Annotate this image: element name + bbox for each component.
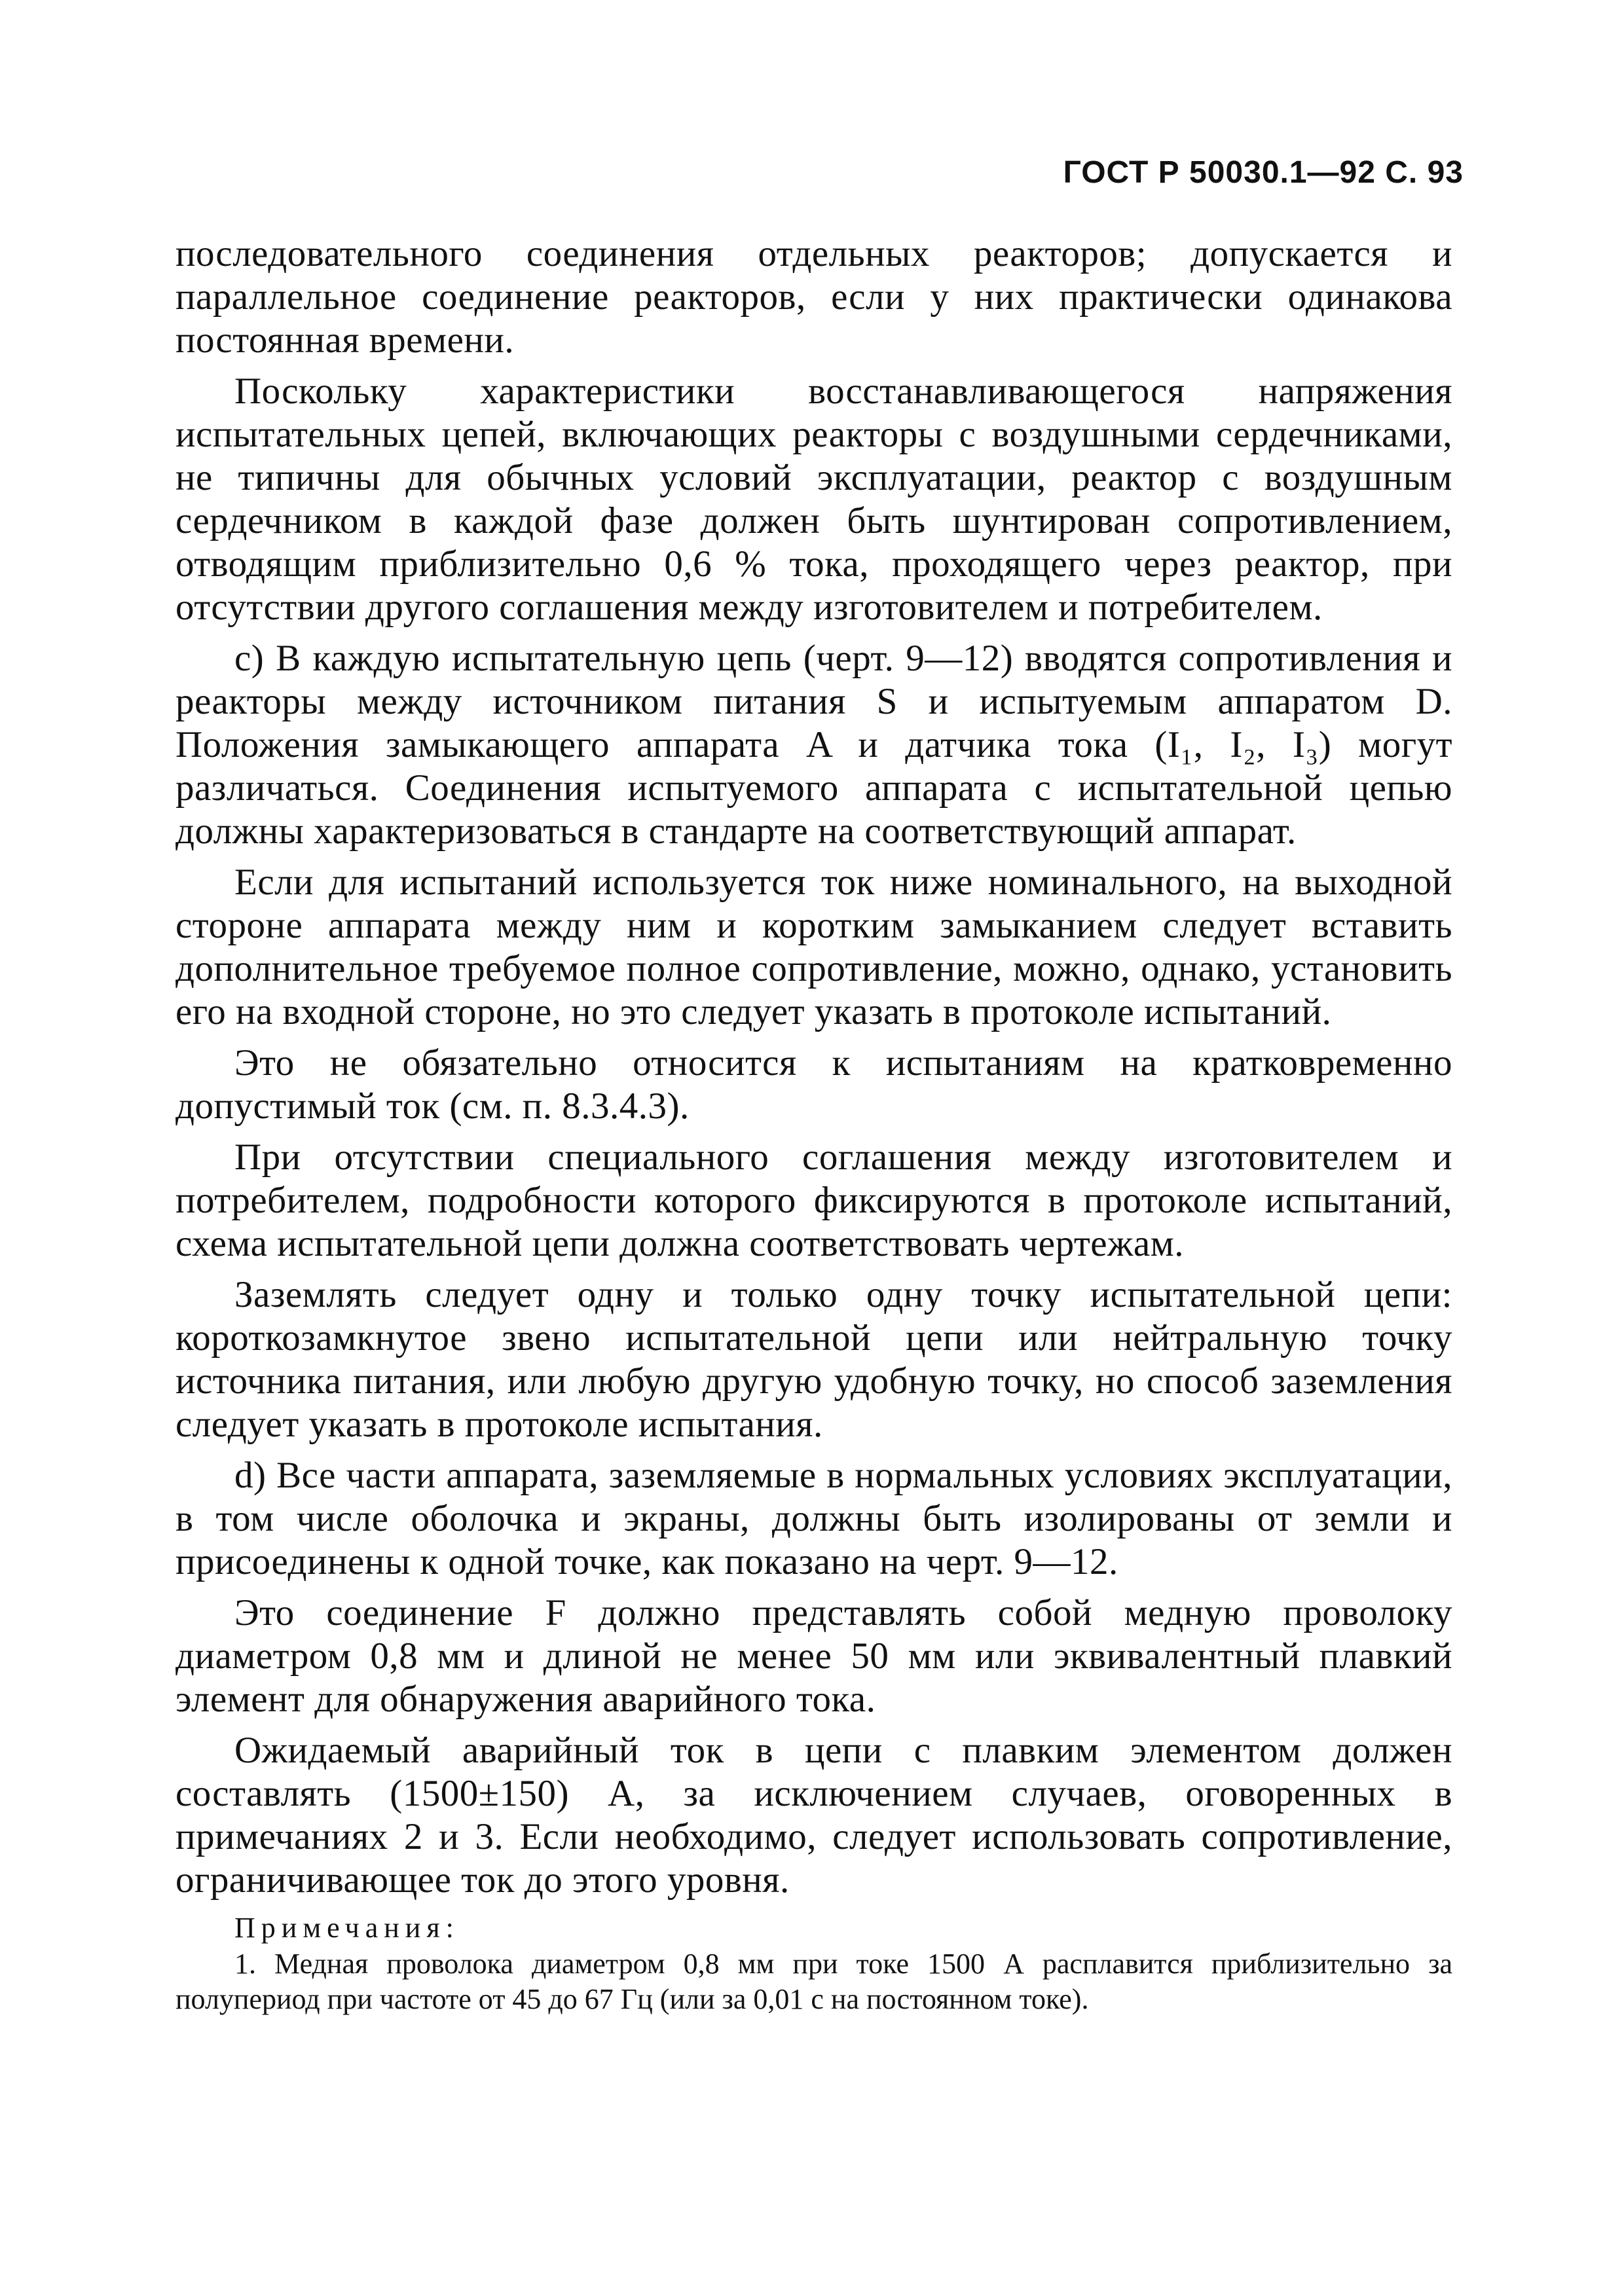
notes-title: Примечания: bbox=[234, 1912, 460, 1944]
paragraph-item-c: с) В каждую испытательную цепь (черт. 9—12) вводятся сопротивления и реакторы между источником питания S и испытуемым аппаратом D. Положения замыкающего аппарата A и датчика тока (I₁, I₂, I₃) могут различаться. Соединения испытуемого аппарата с испытательной цепью должны характеризоваться в стандарте на соответствующий аппарат. bbox=[175, 638, 1452, 852]
paragraph-connection-f: Это соединение F должно представлять собой медную проволоку диаметром 0,8 мм и длиной не менее 50 мм или эквивалентный плавкий элемент для обнаружения аварийного тока. bbox=[175, 1592, 1452, 1720]
paragraph-reduced-current: Если для испытаний используется ток ниже номинального, на выходной стороне аппарата между ним и коротким замыканием следует вставить дополнительное требуемое полное сопротивление, можно, однако, установить его на входной стороне, но это следует указать в протоколе испытаний. bbox=[175, 862, 1452, 1032]
paragraph-item-d: d) Все части аппарата, заземляемые в нормальных условиях эксплуатации, в том числе оболочка и экраны, должны быть изолированы от земли и присоединены к одной точке, как показано на черт. 9—12. bbox=[175, 1455, 1452, 1582]
paragraph-grounding: Заземлять следует одну и только одну точку испытательной цепи: короткозамкнутое звено испытательной цепи или нейтральную точку источника питания, или любую другую удобную точку, но способ заземления следует указать в протоколе испытания. bbox=[175, 1274, 1452, 1445]
page-header: ГОСТ Р 50030.1—92 С. 93 bbox=[1063, 155, 1464, 190]
notes-section bbox=[175, 1910, 1452, 2017]
paragraph-reactor-shunt: Поскольку характеристики восстанавливающегося напряжения испытательных цепей, включающих реакторы с воздушными сердечниками, не типичны для обычных условий эксплуатации, реактор с воздушным сердечником в каждой фазе должен быть шунтирован сопротивлением, отводящим приблизительно 0,6 % тока, проходящего через реактор, при отсутствии другого соглашения между изготовителем и потребителем. bbox=[175, 371, 1452, 628]
paragraph-circuit-agreement: При отсутствии специального соглашения между изготовителем и потребителем, подробности которого фиксируются в протоколе испытаний, схема испытательной цепи должна соответствовать чертежам. bbox=[175, 1137, 1452, 1264]
paragraph-fault-current: Ожидаемый аварийный ток в цепи с плавким элементом должен составлять (1500±150) А, за исключением случаев, оговоренных в примечаниях 2 и 3. Если необходимо, следует использовать сопротивление, ограничивающее ток до этого уровня. bbox=[175, 1730, 1452, 1901]
document-body bbox=[175, 232, 1452, 2017]
paragraph-continuation: последовательного соединения отдельных реакторов; допускается и параллельное соединение реакторов, если у них практически одинакова постоянная времени. bbox=[175, 233, 1452, 361]
paragraph-short-time-current: Это не обязательно относится к испытаниям на кратковременно допустимый ток (см. п. 8.3.4.3). bbox=[175, 1042, 1452, 1127]
note-item: 1. Медная проволока диаметром 0,8 мм при токе 1500 А расплавится приблизительно за полупериод при частоте от 45 до 67 Гц (или за 0,01 с на постоянном токе). bbox=[175, 1948, 1452, 2015]
